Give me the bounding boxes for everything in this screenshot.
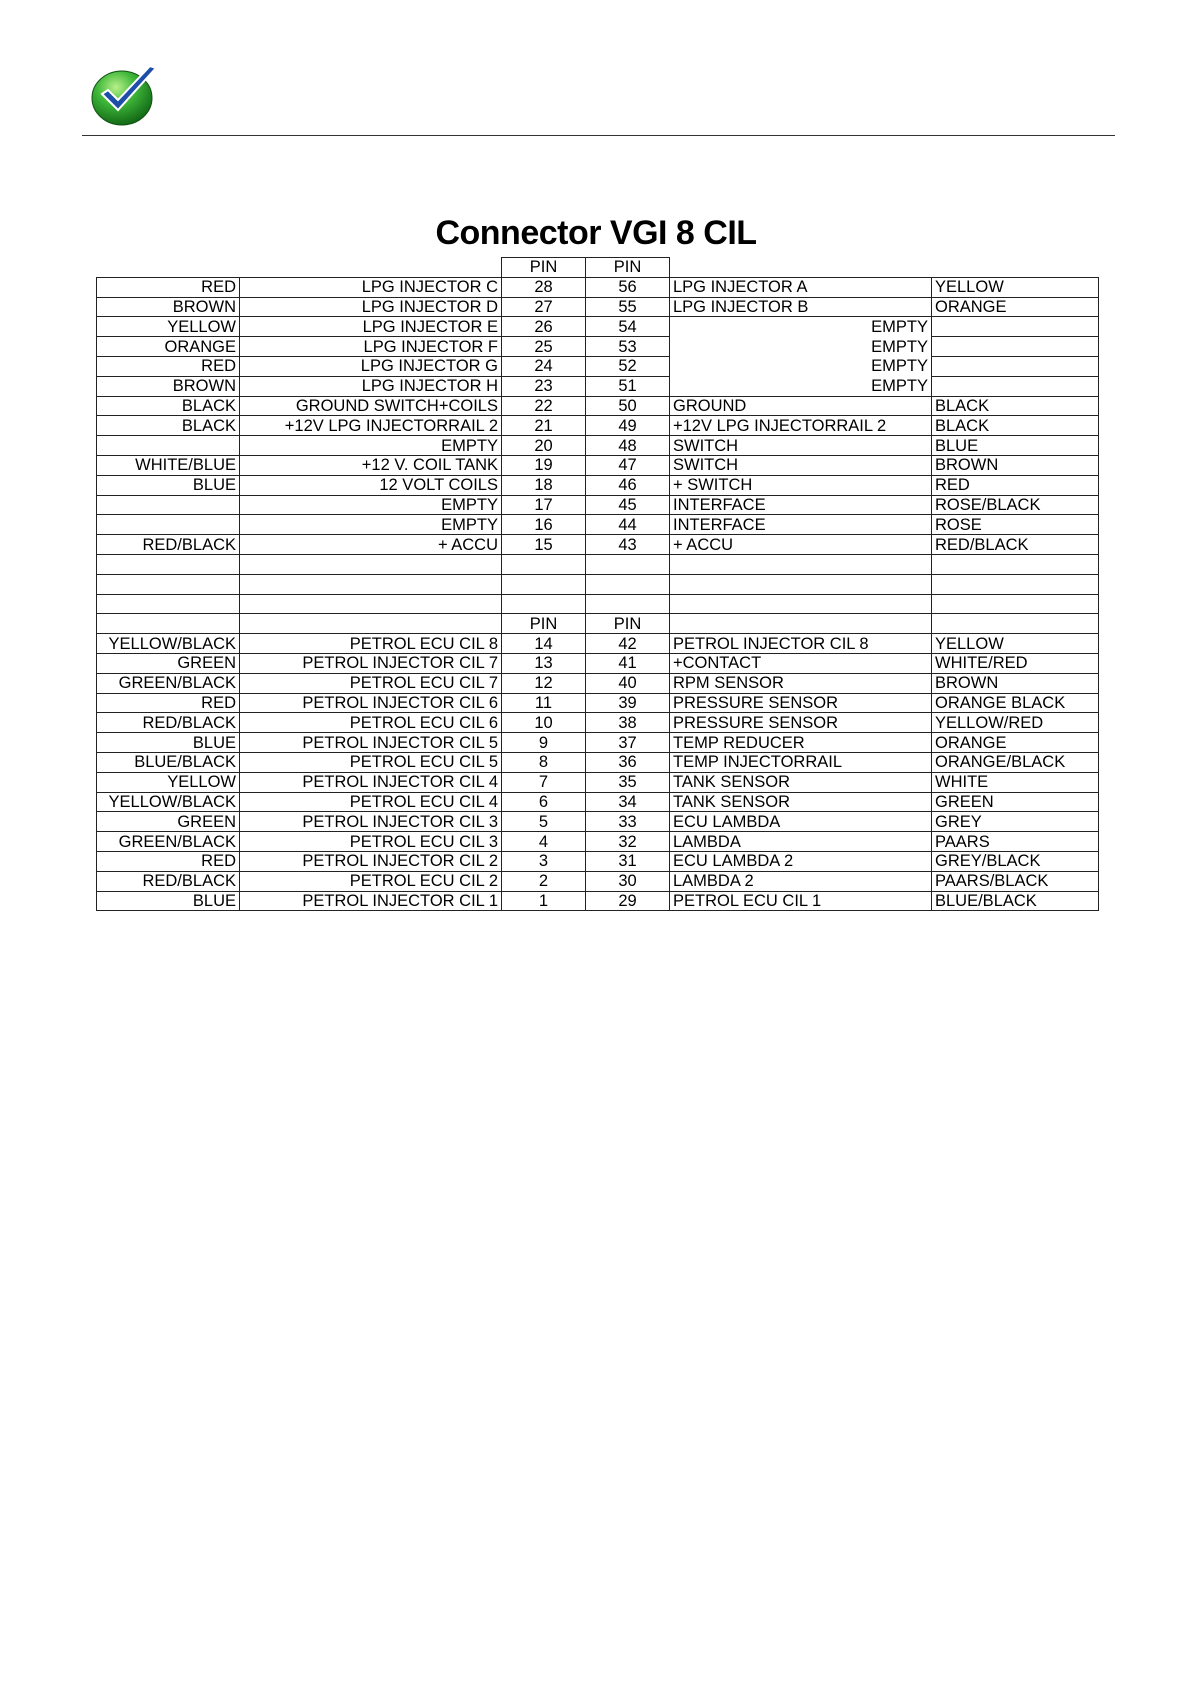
empty-cell: [240, 554, 502, 574]
right-function: TANK SENSOR: [670, 772, 932, 792]
left-function: PETROL INJECTOR CIL 3: [240, 812, 502, 832]
table-row: [97, 455, 1099, 475]
right-function: GROUND: [670, 396, 932, 416]
right-function: PETROL INJECTOR CIL 8: [670, 634, 932, 654]
pin-number-a: 6: [502, 792, 586, 812]
left-wire-color: GREEN: [97, 653, 240, 673]
table-row: [97, 673, 1099, 693]
pin-number-a: 11: [502, 693, 586, 713]
left-wire-color: YELLOW: [97, 317, 240, 337]
pin-number-b: 33: [586, 812, 670, 832]
left-function: PETROL INJECTOR CIL 6: [240, 693, 502, 713]
header-rule: [82, 135, 1115, 136]
pin-number-a: 20: [502, 436, 586, 456]
pin-number-a: 21: [502, 416, 586, 436]
table-row: [97, 713, 1099, 733]
left-function: PETROL ECU CIL 6: [240, 713, 502, 733]
right-wire-color: ORANGE: [932, 297, 1099, 317]
pin-number-a: 8: [502, 752, 586, 772]
right-wire-color: YELLOW: [932, 634, 1099, 654]
left-function: EMPTY: [240, 515, 502, 535]
green-checkmark-logo-icon: [88, 62, 162, 128]
table-row: [97, 733, 1099, 753]
connector-pinout-table: [96, 257, 1099, 911]
pin-number-a: 22: [502, 396, 586, 416]
left-wire-color: YELLOW: [97, 772, 240, 792]
right-function: TANK SENSOR: [670, 792, 932, 812]
pin-number-b: 43: [586, 535, 670, 555]
table-row: [97, 693, 1099, 713]
empty-cell: [670, 554, 932, 574]
left-function: LPG INJECTOR H: [240, 376, 502, 396]
left-wire-color: RED: [97, 356, 240, 376]
pin-number-b: 47: [586, 455, 670, 475]
right-function: INTERFACE: [670, 495, 932, 515]
table-row: [97, 515, 1099, 535]
left-function: LPG INJECTOR D: [240, 297, 502, 317]
pin-number-a: 7: [502, 772, 586, 792]
left-wire-color: BROWN: [97, 376, 240, 396]
table-row: [97, 851, 1099, 871]
left-wire-color: YELLOW/BLACK: [97, 634, 240, 654]
pin-header-a: PIN: [502, 258, 586, 278]
right-function: LAMBDA 2: [670, 871, 932, 891]
left-wire-color: WHITE/BLUE: [97, 455, 240, 475]
left-function: PETROL INJECTOR CIL 5: [240, 733, 502, 753]
pin-number-b: 49: [586, 416, 670, 436]
pin-number-a: 2: [502, 871, 586, 891]
pin-number-a: 15: [502, 535, 586, 555]
right-wire-color: [932, 356, 1099, 376]
right-wire-color: BLUE: [932, 436, 1099, 456]
left-function: + ACCU: [240, 535, 502, 555]
right-wire-color: BLACK: [932, 396, 1099, 416]
pin-number-b: 46: [586, 475, 670, 495]
right-wire-color: ORANGE: [932, 733, 1099, 753]
pin-header-row: [97, 614, 1099, 634]
right-function: +CONTACT: [670, 653, 932, 673]
empty-cell: [586, 594, 670, 614]
right-function: PETROL ECU CIL 1: [670, 891, 932, 911]
pin-number-b: 40: [586, 673, 670, 693]
empty-cell: [502, 554, 586, 574]
pin-number-b: 48: [586, 436, 670, 456]
right-wire-color: GREY/BLACK: [932, 851, 1099, 871]
left-function: PETROL INJECTOR CIL 2: [240, 851, 502, 871]
left-function: PETROL ECU CIL 5: [240, 752, 502, 772]
right-wire-color: WHITE: [932, 772, 1099, 792]
left-function: PETROL ECU CIL 7: [240, 673, 502, 693]
blank-row: [97, 574, 1099, 594]
right-wire-color: GREY: [932, 812, 1099, 832]
right-wire-color: GREEN: [932, 792, 1099, 812]
left-function: PETROL ECU CIL 3: [240, 832, 502, 852]
right-wire-color: BROWN: [932, 673, 1099, 693]
pin-number-a: 23: [502, 376, 586, 396]
right-wire-color: ORANGE/BLACK: [932, 752, 1099, 772]
pin-number-b: 30: [586, 871, 670, 891]
table-row: [97, 812, 1099, 832]
right-wire-color: WHITE/RED: [932, 653, 1099, 673]
empty-cell: [502, 574, 586, 594]
table-row: [97, 752, 1099, 772]
pin-number-b: 35: [586, 772, 670, 792]
empty-cell: [240, 258, 502, 278]
table-row: [97, 891, 1099, 911]
pin-number-b: 52: [586, 356, 670, 376]
empty-cell: [932, 574, 1099, 594]
page-title: Connector VGI 8 CIL: [435, 214, 757, 252]
empty-cell: [240, 614, 502, 634]
left-wire-color: BROWN: [97, 297, 240, 317]
left-wire-color: RED: [97, 693, 240, 713]
right-function: PRESSURE SENSOR: [670, 693, 932, 713]
pin-number-a: 5: [502, 812, 586, 832]
table-row: [97, 277, 1099, 297]
pin-number-a: 12: [502, 673, 586, 693]
pin-number-b: 42: [586, 634, 670, 654]
right-wire-color: ROSE: [932, 515, 1099, 535]
left-function: PETROL INJECTOR CIL 1: [240, 891, 502, 911]
table-row: [97, 297, 1099, 317]
empty-cell: [932, 554, 1099, 574]
empty-cell: [670, 574, 932, 594]
left-wire-color: [97, 515, 240, 535]
empty-cell: [932, 614, 1099, 634]
pin-number-b: 50: [586, 396, 670, 416]
right-function: +12V LPG INJECTORRAIL 2: [670, 416, 932, 436]
right-function: INTERFACE: [670, 515, 932, 535]
right-wire-color: [932, 317, 1099, 337]
right-wire-color: PAARS: [932, 832, 1099, 852]
pin-number-a: 28: [502, 277, 586, 297]
left-wire-color: [97, 495, 240, 515]
pin-number-b: 38: [586, 713, 670, 733]
left-wire-color: GREEN/BLACK: [97, 673, 240, 693]
pin-number-b: 55: [586, 297, 670, 317]
pin-number-a: 19: [502, 455, 586, 475]
right-function: SWITCH: [670, 436, 932, 456]
left-function: PETROL ECU CIL 8: [240, 634, 502, 654]
empty-cell: [670, 594, 932, 614]
right-function: SWITCH: [670, 455, 932, 475]
left-wire-color: BLUE: [97, 891, 240, 911]
left-wire-color: ORANGE: [97, 337, 240, 357]
table-row: [97, 832, 1099, 852]
left-function: +12 V. COIL TANK: [240, 455, 502, 475]
pin-number-b: 29: [586, 891, 670, 911]
table-row: [97, 772, 1099, 792]
pin-header-a: PIN: [502, 614, 586, 634]
right-function: TEMP REDUCER: [670, 733, 932, 753]
right-function: EMPTY: [670, 356, 932, 376]
right-function: EMPTY: [670, 376, 932, 396]
empty-cell: [240, 594, 502, 614]
pin-number-a: 10: [502, 713, 586, 733]
pin-number-b: 53: [586, 337, 670, 357]
pin-number-b: 51: [586, 376, 670, 396]
pin-number-a: 9: [502, 733, 586, 753]
left-wire-color: RED/BLACK: [97, 713, 240, 733]
pin-number-b: 37: [586, 733, 670, 753]
pin-number-a: 18: [502, 475, 586, 495]
left-function: GROUND SWITCH+COILS: [240, 396, 502, 416]
right-function: + ACCU: [670, 535, 932, 555]
table-row: [97, 416, 1099, 436]
right-wire-color: RED/BLACK: [932, 535, 1099, 555]
right-wire-color: BLUE/BLACK: [932, 891, 1099, 911]
right-function: LPG INJECTOR B: [670, 297, 932, 317]
table-row: [97, 475, 1099, 495]
pin-number-a: 14: [502, 634, 586, 654]
empty-cell: [932, 258, 1099, 278]
left-wire-color: BLACK: [97, 416, 240, 436]
pin-number-a: 16: [502, 515, 586, 535]
left-wire-color: RED: [97, 277, 240, 297]
pin-number-b: 39: [586, 693, 670, 713]
right-function: TEMP INJECTORRAIL: [670, 752, 932, 772]
left-wire-color: GREEN: [97, 812, 240, 832]
empty-cell: [97, 614, 240, 634]
pin-number-b: 41: [586, 653, 670, 673]
empty-cell: [502, 594, 586, 614]
table-row: [97, 653, 1099, 673]
pin-header-row: [97, 258, 1099, 278]
left-wire-color: YELLOW/BLACK: [97, 792, 240, 812]
left-function: EMPTY: [240, 436, 502, 456]
empty-cell: [586, 574, 670, 594]
table-row: [97, 792, 1099, 812]
left-function: LPG INJECTOR G: [240, 356, 502, 376]
right-wire-color: YELLOW: [932, 277, 1099, 297]
right-wire-color: ORANGE BLACK: [932, 693, 1099, 713]
left-function: PETROL INJECTOR CIL 7: [240, 653, 502, 673]
pin-number-a: 13: [502, 653, 586, 673]
left-function: EMPTY: [240, 495, 502, 515]
pin-number-b: 31: [586, 851, 670, 871]
pin-number-b: 45: [586, 495, 670, 515]
pin-number-a: 25: [502, 337, 586, 357]
table-row: [97, 535, 1099, 555]
left-wire-color: [97, 436, 240, 456]
left-function: LPG INJECTOR F: [240, 337, 502, 357]
right-wire-color: PAARS/BLACK: [932, 871, 1099, 891]
right-wire-color: ROSE/BLACK: [932, 495, 1099, 515]
left-wire-color: BLUE: [97, 475, 240, 495]
table-row: [97, 634, 1099, 654]
pin-number-b: 54: [586, 317, 670, 337]
pin-number-b: 56: [586, 277, 670, 297]
pin-number-a: 27: [502, 297, 586, 317]
left-wire-color: RED/BLACK: [97, 871, 240, 891]
table-row: [97, 495, 1099, 515]
pin-number-b: 32: [586, 832, 670, 852]
pin-number-a: 1: [502, 891, 586, 911]
pin-number-a: 24: [502, 356, 586, 376]
pin-number-b: 44: [586, 515, 670, 535]
table-row: [97, 356, 1099, 376]
pin-number-a: 17: [502, 495, 586, 515]
empty-cell: [97, 574, 240, 594]
left-wire-color: GREEN/BLACK: [97, 832, 240, 852]
left-function: LPG INJECTOR C: [240, 277, 502, 297]
pin-header-b: PIN: [586, 614, 670, 634]
left-wire-color: BLACK: [97, 396, 240, 416]
right-wire-color: YELLOW/RED: [932, 713, 1099, 733]
left-wire-color: BLUE/BLACK: [97, 752, 240, 772]
empty-cell: [97, 554, 240, 574]
blank-row: [97, 594, 1099, 614]
right-wire-color: [932, 376, 1099, 396]
table-row: [97, 317, 1099, 337]
table-row: [97, 436, 1099, 456]
left-function: PETROL INJECTOR CIL 4: [240, 772, 502, 792]
left-function: +12V LPG INJECTORRAIL 2: [240, 416, 502, 436]
right-function: + SWITCH: [670, 475, 932, 495]
left-function: PETROL ECU CIL 4: [240, 792, 502, 812]
table-row: [97, 871, 1099, 891]
left-function: PETROL ECU CIL 2: [240, 871, 502, 891]
left-function: 12 VOLT COILS: [240, 475, 502, 495]
right-function: RPM SENSOR: [670, 673, 932, 693]
table-row: [97, 396, 1099, 416]
pin-number-a: 3: [502, 851, 586, 871]
pin-number-b: 34: [586, 792, 670, 812]
right-function: LPG INJECTOR A: [670, 277, 932, 297]
empty-cell: [932, 594, 1099, 614]
right-function: EMPTY: [670, 317, 932, 337]
right-wire-color: RED: [932, 475, 1099, 495]
right-function: LAMBDA: [670, 832, 932, 852]
pin-number-a: 4: [502, 832, 586, 852]
left-function: LPG INJECTOR E: [240, 317, 502, 337]
pin-number-a: 26: [502, 317, 586, 337]
right-function: ECU LAMBDA 2: [670, 851, 932, 871]
right-function: PRESSURE SENSOR: [670, 713, 932, 733]
empty-cell: [670, 258, 932, 278]
pin-number-b: 36: [586, 752, 670, 772]
right-wire-color: [932, 337, 1099, 357]
left-wire-color: RED: [97, 851, 240, 871]
table-row: [97, 337, 1099, 357]
empty-cell: [670, 614, 932, 634]
blank-row: [97, 554, 1099, 574]
empty-cell: [586, 554, 670, 574]
pin-header-b: PIN: [586, 258, 670, 278]
empty-cell: [97, 258, 240, 278]
table-row: [97, 376, 1099, 396]
left-wire-color: RED/BLACK: [97, 535, 240, 555]
right-function: ECU LAMBDA: [670, 812, 932, 832]
empty-cell: [240, 574, 502, 594]
right-function: EMPTY: [670, 337, 932, 357]
right-wire-color: BLACK: [932, 416, 1099, 436]
left-wire-color: BLUE: [97, 733, 240, 753]
right-wire-color: BROWN: [932, 455, 1099, 475]
empty-cell: [97, 594, 240, 614]
